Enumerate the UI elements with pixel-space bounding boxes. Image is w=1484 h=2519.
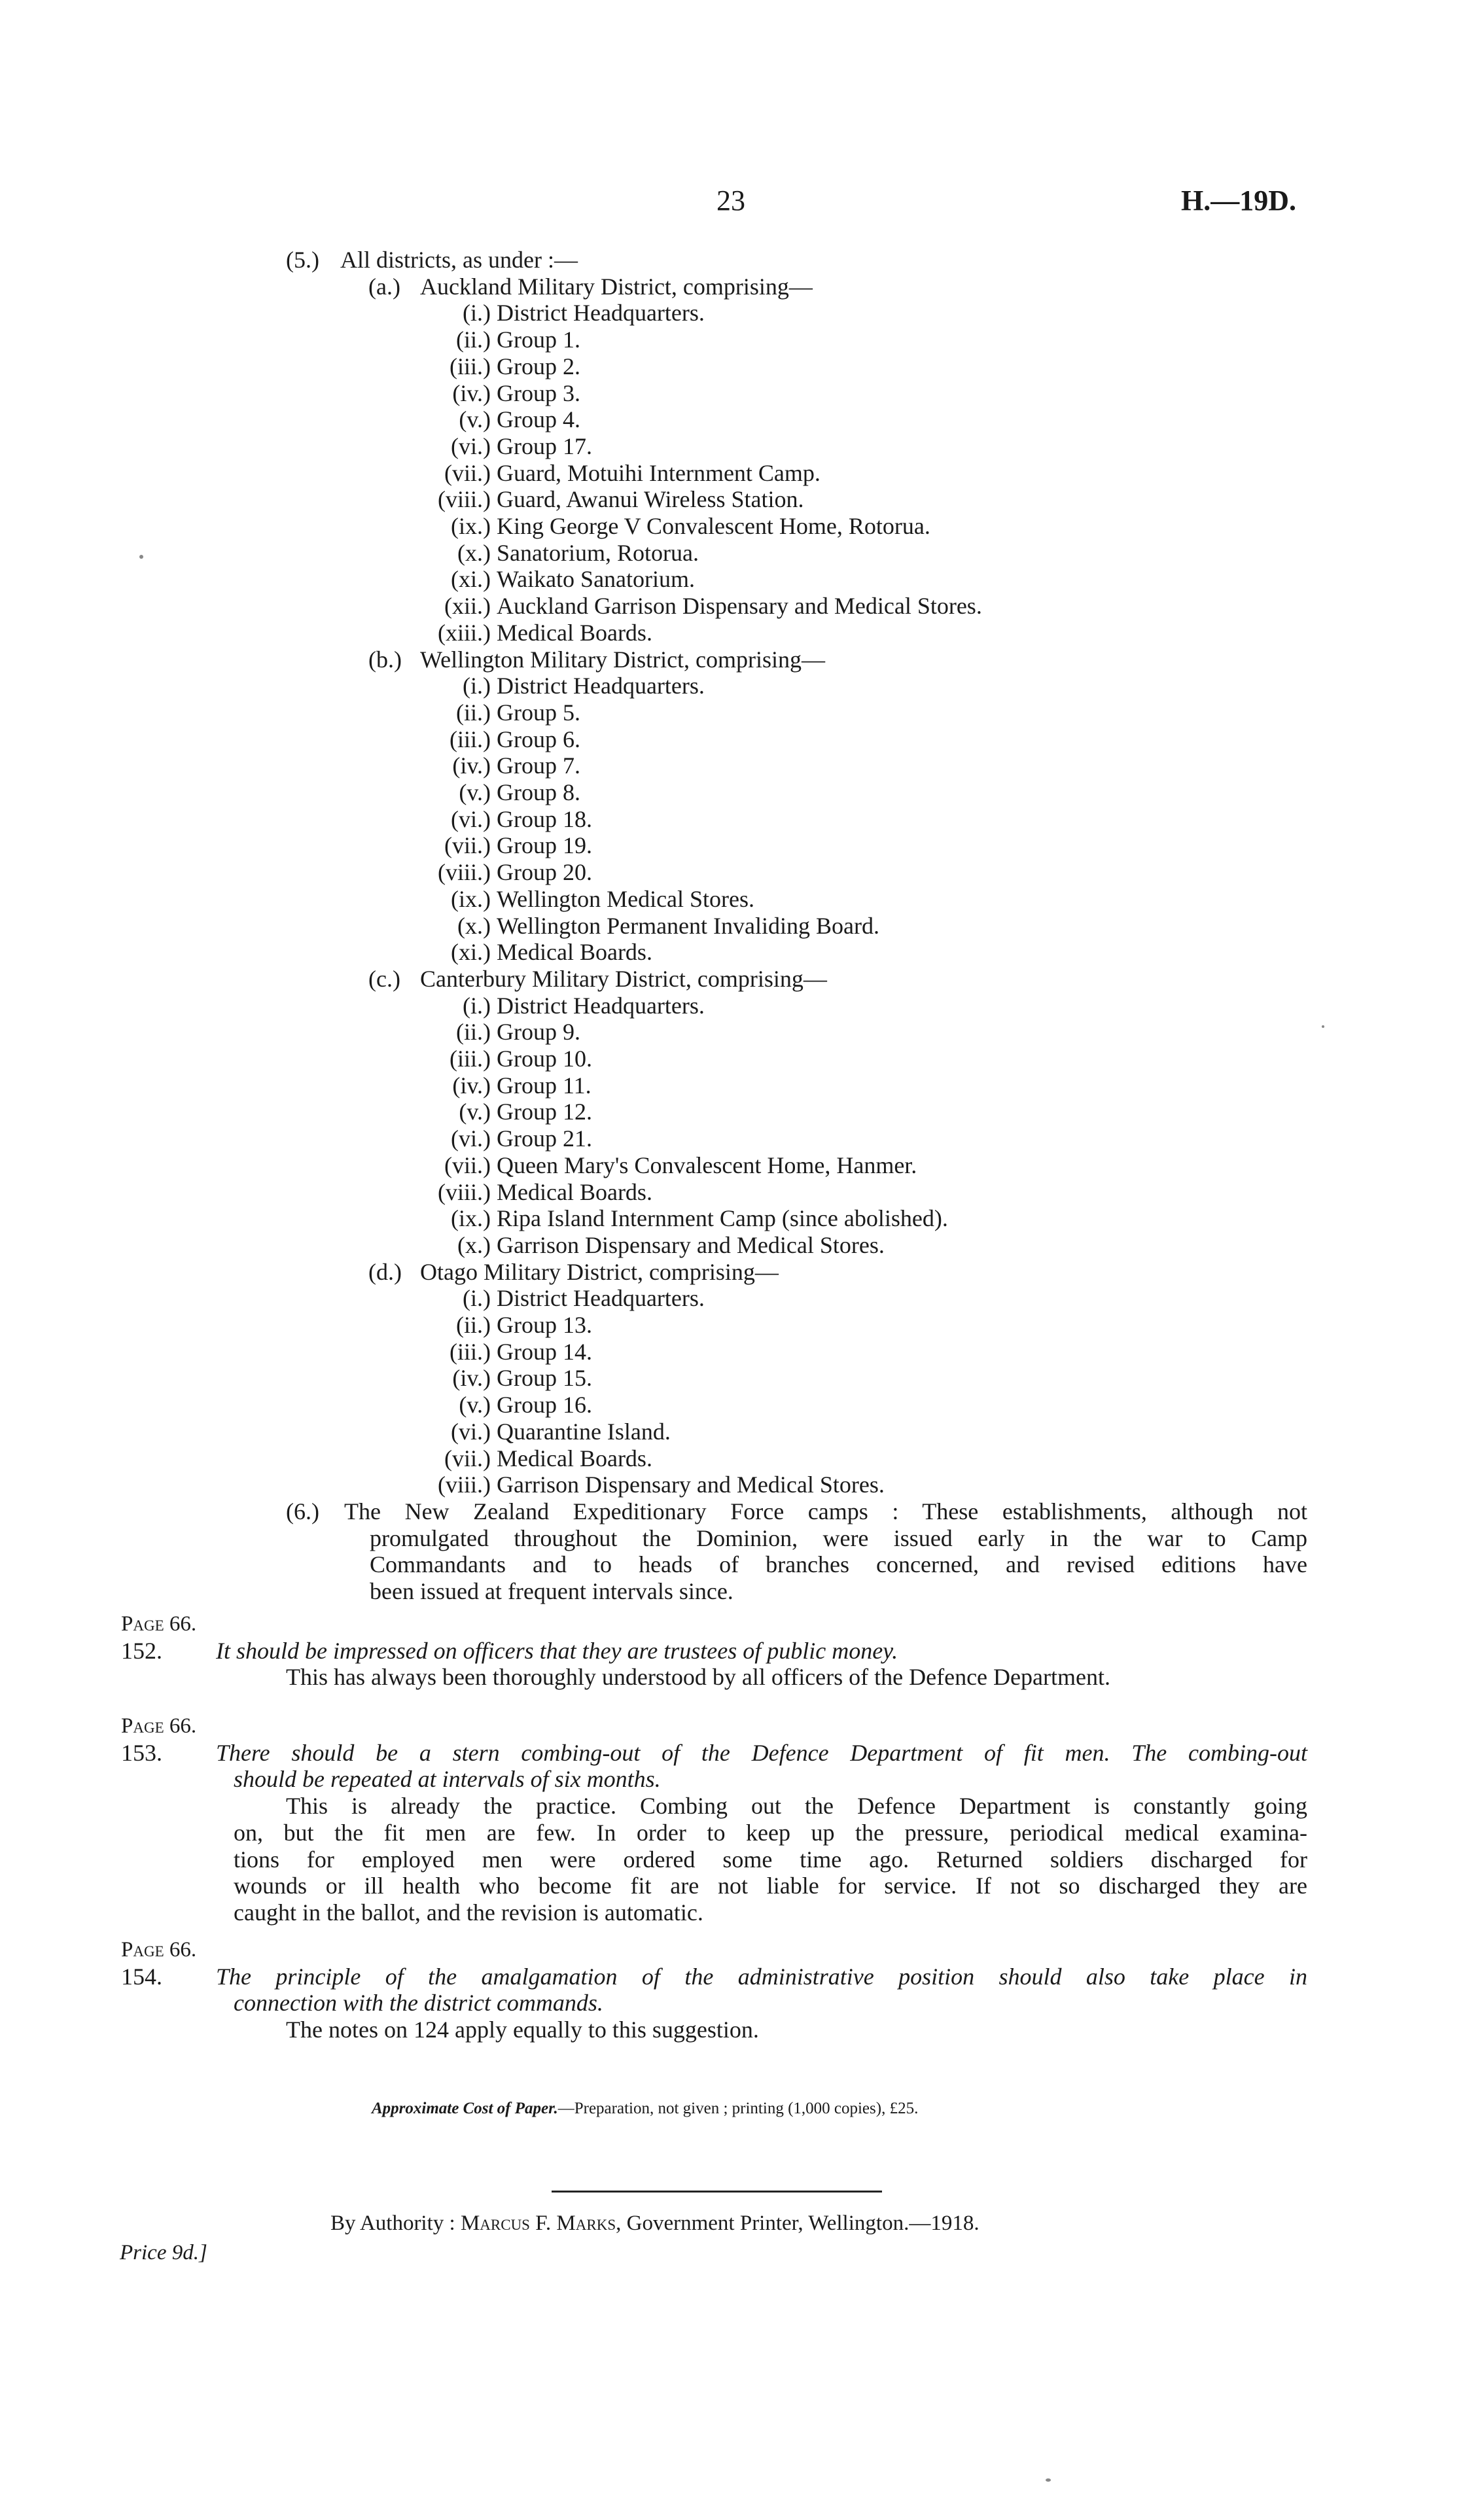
recommendation-line: The principle of the amalgamation of the administrative position should also take place in [216,1963,1307,1990]
authority-prefix: By Authority : [330,2211,455,2235]
list-item: Medical Boards. [497,619,652,646]
scan-speck [1322,1025,1324,1028]
list-item-number: (ix.) [451,1205,491,1232]
list-item-number: (vi.) [451,1418,491,1445]
list-item: Group 11. [497,1072,592,1099]
list-item: Garrison Dispensary and Medical Stores. [497,1471,885,1498]
list-item: Wellington Medical Stores. [497,885,755,912]
list-item: Group 13. [497,1312,592,1338]
item6-line: promulgated throughout the Dominion, were issued early in the war to Camp [370,1524,1307,1551]
recommendation-line: should be repeated at intervals of six months. [234,1766,661,1793]
entry-page: Page 66. [121,1938,197,1962]
scan-speck [139,555,143,559]
list-item: District Headquarters. [497,992,705,1019]
list-item: Medical Boards. [497,1445,652,1471]
list-item: Ripa Island Internment Camp (since abolished). [497,1205,948,1232]
response-line: wounds or ill health who become fit are not liable for service. If not so discharged they are [234,1873,1307,1899]
recommendation-line: connection with the district commands. [234,1990,603,2017]
list-item: District Headquarters. [497,300,705,326]
list-item-number: (v.) [459,1392,491,1418]
list-item: Group 1. [497,326,580,353]
list-item-number: (xi.) [451,939,491,966]
list-item: Queen Mary's Convalescent Home, Hanmer. [497,1152,917,1178]
authority-line [330,2210,980,2236]
list-item: King George V Convalescent Home, Rotorua. [497,513,930,539]
recommendation-line: There should be a stern combing-out of the Defence Department of fit men. The combing-out [216,1739,1307,1766]
list-item-number: (viii.) [438,1178,491,1205]
list-item: Group 16. [497,1392,592,1418]
list-item: Medical Boards. [497,939,652,966]
list-item: Garrison Dispensary and Medical Stores. [497,1231,885,1258]
cost-note [372,2099,918,2119]
list-item-number: (iii.) [450,1046,491,1072]
list-item: Group 9. [497,1019,580,1046]
list-item: Group 3. [497,379,580,406]
list-item: Group 15. [497,1365,592,1392]
list-item: Group 20. [497,859,592,886]
entry-number: 152. [121,1637,162,1664]
district-title: Wellington Military District, comprising— [420,646,826,673]
list-item: Guard, Awanui Wireless Station. [497,486,804,513]
list-item-number: (viii.) [438,1471,491,1498]
list-item-number: (iii.) [450,353,491,379]
list-item: Waikato Sanatorium. [497,566,696,593]
list-item: District Headquarters. [497,1285,705,1312]
cost-label: Approximate Cost of Paper. [372,2100,558,2117]
entry-page: Page 66. [121,1612,197,1636]
response-line: caught in the ballot, and the revision is automatic. [234,1899,703,1926]
list-item-number: (iv.) [452,379,491,406]
list-item: Group 14. [497,1338,592,1365]
printer-name: Marcus F. Marks [460,2211,616,2235]
entry-page: Page 66. [121,1714,197,1738]
list-item-number: (ii.) [456,1019,491,1046]
list-item-number: (vi.) [451,432,491,459]
list-item-number: (ii.) [456,326,491,353]
document-reference: H.—19D. [1181,185,1296,217]
scan-speck [1046,2478,1051,2482]
response-line: tions for employed men were ordered some time ago. Returned soldiers discharged for [234,1846,1307,1873]
list-item: Group 4. [497,406,580,433]
list-item: Group 21. [497,1125,592,1152]
list-item: Group 19. [497,832,592,859]
item-intro: All districts, as under :— [340,247,578,273]
list-item: Group 6. [497,726,580,752]
list-item-number: (i.) [463,300,491,326]
district-title: Canterbury Military District, comprising— [420,965,827,992]
district-label: (b.) [368,646,402,673]
list-item: Group 8. [497,779,580,805]
authority-suffix: , Government Printer, Wellington.—1918. [616,2211,980,2235]
list-item: Auckland Garrison Dispensary and Medical Stores. [497,593,982,620]
list-item: Quarantine Island. [497,1418,671,1445]
list-item-number: (viii.) [438,486,491,513]
district-title: Auckland Military District, comprising— [420,273,813,300]
list-item: Group 10. [497,1046,592,1072]
list-item: Group 12. [497,1099,592,1125]
list-item: Group 5. [497,699,580,726]
entry-number: 153. [121,1739,162,1766]
entry-number: 154. [121,1963,162,1990]
list-item-number: (i.) [463,673,491,699]
list-item: Guard, Motuihi Internment Camp. [497,459,821,486]
list-item-number: (v.) [459,1099,491,1125]
list-item-number: (iv.) [452,752,491,779]
list-item-number: (vi.) [451,805,491,832]
list-item-number: (i.) [463,1285,491,1312]
list-item-number: (xi.) [451,566,491,593]
response-line: This has always been thoroughly understood by all officers of the Defence Department. [286,1664,1110,1691]
list-item: Group 17. [497,432,592,459]
district-label: (d.) [368,1258,402,1285]
item6-line: Commandants and to heads of branches concerned, and revised editions have [370,1551,1307,1578]
list-item-number: (v.) [459,779,491,805]
cost-text: —Preparation, not given ; printing (1,000 copies), £25. [557,2100,919,2117]
list-item: District Headquarters. [497,673,705,699]
list-item-number: (v.) [459,406,491,433]
list-item-number: (xiii.) [438,619,491,646]
list-item-number: (iii.) [450,726,491,752]
list-item-number: (viii.) [438,859,491,886]
list-item: Medical Boards. [497,1178,652,1205]
list-item-number: (vi.) [451,1125,491,1152]
list-item: Group 18. [497,805,592,832]
list-item-number: (vii.) [444,832,491,859]
list-item-number: (vii.) [444,1152,491,1178]
list-item-number: (vii.) [444,1445,491,1471]
response-line: The notes on 124 apply equally to this suggestion. [286,2017,759,2043]
list-item: Wellington Permanent Invaliding Board. [497,912,879,939]
list-item-number: (i.) [463,992,491,1019]
list-item-number: (vii.) [444,459,491,486]
list-item-number: (iv.) [452,1072,491,1099]
list-item-number: (xii.) [444,593,491,620]
list-item-number: (iii.) [450,1338,491,1365]
district-label: (a.) [368,273,400,300]
item6-line: The New Zealand Expeditionary Force camps : These establishments, although not [344,1498,1307,1524]
list-item: Group 7. [497,752,580,779]
item6-line: been issued at frequent intervals since. [370,1578,733,1604]
list-item: Sanatorium, Rotorua. [497,539,699,566]
list-item-number: (ix.) [451,885,491,912]
list-item-number: (ix.) [451,513,491,539]
item-label: (5.) [286,247,319,273]
price: Price 9d.] [120,2241,207,2264]
list-item-number: (x.) [457,1231,491,1258]
item-label: (6.) [286,1498,319,1524]
page-number: 23 [716,185,745,217]
list-item-number: (ii.) [456,1312,491,1338]
response-line: on, but the fit men are few. In order to keep up the pressure, periodical medical examina- [234,1819,1307,1846]
recommendation-line: It should be impressed on officers that they are trustees of public money. [216,1637,898,1664]
list-item: Group 2. [497,353,580,379]
list-item-number: (x.) [457,912,491,939]
footer-rule [552,2191,882,2193]
list-item-number: (iv.) [452,1365,491,1392]
response-line: This is already the practice. Combing out the Defence Department is constantly going [286,1793,1307,1820]
list-item-number: (ii.) [456,699,491,726]
district-label: (c.) [368,965,400,992]
district-title: Otago Military District, comprising— [420,1258,779,1285]
list-item-number: (x.) [457,539,491,566]
